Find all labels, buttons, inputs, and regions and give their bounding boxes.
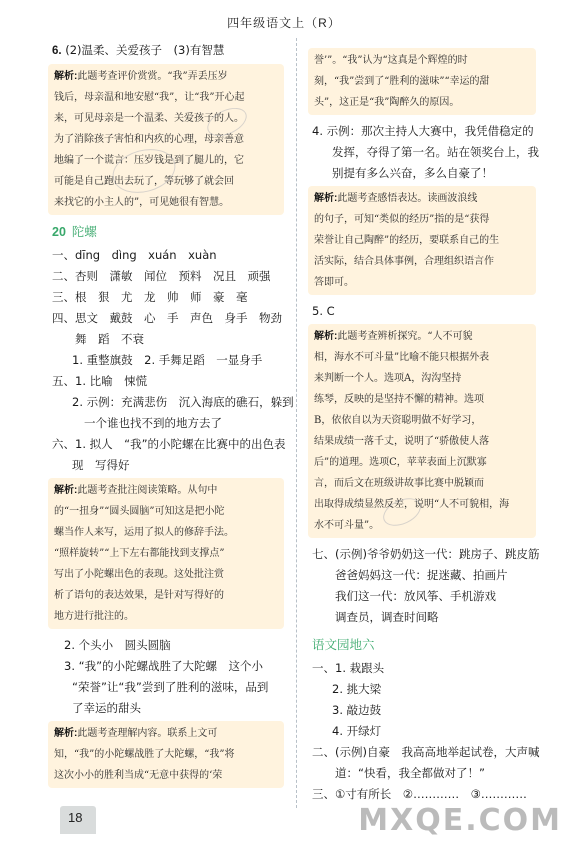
column-divider (296, 38, 297, 808)
answer-line: 4. 开绿灯 (332, 724, 382, 738)
analysis-line: 来找它的小主人的”，可见她很有智慧。 (54, 197, 230, 208)
answer-line: 三、根 狠 尤 龙 帅 师 豪 毫 (52, 290, 248, 304)
page-header: 四年级语文上（R） (227, 16, 341, 30)
answer-line: 发挥，夺得了第一名。站在领奖台上，我 (332, 145, 539, 159)
answer-line: 别提有多么兴奋，多么自豪了！ (332, 166, 493, 180)
q6b-analysis-box (48, 478, 284, 629)
analysis-line: “照样旋转”“上下左右都能找到支撑点” (54, 548, 225, 559)
analysis-line: 活实际，结合具体事例，合理组织语言作 (314, 256, 494, 267)
answer-line: 现 写得好 (72, 458, 130, 472)
answer-line: 二、杏则 潇敏 闻位 预料 况且 顽强 (52, 269, 271, 283)
analysis-line: 练琴，反映的是坚持不懈的精神。选项 (314, 394, 484, 405)
answer-line: 一个谁也找不到的地方去了 (84, 416, 222, 430)
answer-line: 3. “我”的小陀螺战胜了大陀螺 这个小 (64, 659, 264, 673)
analysis-line: 螺当作人来写，运用了拟人的修辞手法。 (54, 527, 234, 538)
analysis-line: 荣誉让自己陶醉”的经历，要联系自己的生 (314, 235, 500, 246)
analysis-line: 解析:此题考查评价赏赏。“我”弄丢压岁 (54, 71, 228, 82)
answer-line: 舞 蹈 不衰 (52, 332, 144, 346)
q6-label: 6. (52, 45, 62, 57)
answer-line: “荣誉”让“我”尝到了胜利的滋味，品到 (72, 680, 269, 694)
watermark: MXQE.COM (358, 803, 562, 838)
q4-analysis-box (308, 186, 536, 295)
page-number: 18 (68, 810, 83, 825)
answer-line: 五、1. 比喻 悚慌 (52, 374, 148, 388)
continued-analysis-box (308, 48, 536, 115)
analysis-line: 解析:此题考查感悟表达。读画波浪线 (314, 193, 478, 204)
q6-text: (2)温柔、关爱孩子 (3)有智慧 (65, 43, 225, 57)
answer-line: 二、(示例)自豪 我高高地举起试卷，大声喊 (312, 745, 540, 759)
answer-line: 七、(示例)爷爷奶奶这一代：跳房子、跳皮筋 (312, 547, 540, 561)
analysis-line: 相，海水不可斗量”比喻不能只根据外表 (314, 352, 490, 363)
answer-line: 2. 示例：充满悲伤 沉入海底的礁石，躲到 (72, 395, 294, 409)
q6-analysis-box (48, 64, 284, 215)
analysis-line: 头”，这正是“我”陶醉久的原因。 (314, 97, 460, 108)
answer-line: 一、dīng dìng xuán xuàn (52, 248, 217, 262)
analysis-line: 地编了一个谎言：压岁钱是到了腿儿的，它 (54, 155, 244, 166)
analysis-line: 的句子，可知“类似的经历”指的是“获得 (314, 214, 490, 225)
analysis-line: 解析:此题考查批注阅读策略。从句中 (54, 485, 218, 496)
analysis-line: 水不可斗量”。 (314, 520, 380, 531)
analysis-line: 答即可。 (314, 277, 354, 288)
analysis-line: 结果成绩一落千丈，说明了“骄傲使人落 (314, 436, 490, 447)
analysis-line: 钱后，母亲温和地安慰“我”，让“我”开心起 (54, 92, 245, 103)
analysis-line: 来判断一个人。选项A，沟沟坚持 (314, 373, 462, 384)
analysis-line: 知，“我”的小陀螺战胜了大陀螺，“我”将 (54, 749, 235, 760)
lesson-heading (52, 221, 284, 243)
analysis-line: 后”的道理。选项C，苹苹表面上沉默寡 (314, 457, 487, 468)
answer-line: 5. C (312, 304, 335, 318)
analysis-line: 言，而后文在班级讲故事比赛中脱颖而 (314, 478, 484, 489)
answer-line: 一、1. 栽跟头 (312, 661, 385, 675)
analysis-line: 这次小小的胜利当成“无意中获得的‘荣 (54, 770, 223, 781)
q5-analysis-box (308, 324, 536, 538)
lesson-number: 20 (52, 225, 66, 239)
answer-line: 了幸运的甜头 (72, 701, 141, 715)
answer-line: 调查员，调查时间略 (312, 610, 439, 624)
analysis-line: 刻，“我”尝到了“胜利的滋味”“幸运的甜 (314, 76, 490, 87)
q6-answer (52, 40, 284, 62)
analysis-line: 析了语句的表达效果，是针对写得好的 (54, 590, 224, 601)
analysis-line: 来，可见母亲是一个温柔、关爱孩子的人。 (54, 113, 244, 124)
analysis-line: 可能是自己跑出去玩了，等玩够了就会回 (54, 176, 234, 187)
answer-line: 2. 挑大梁 (332, 682, 382, 696)
answer-line: 1. 重整旗鼓 2. 手舞足蹈 一显身手 (72, 353, 263, 367)
analysis-line: 解析:此题考查理解内容。联系上文可 (54, 728, 218, 739)
analysis-line: 为了消除孩子害怕和内疚的心理，母亲善意 (54, 134, 244, 145)
lesson-title: 陀螺 (71, 225, 97, 239)
answer-line: 2. 个头小 圆头圆脑 (64, 638, 171, 652)
analysis-line: B，依依自以为天资聪明做不好学习， (314, 415, 482, 426)
answer-line: 三、①寸有所长 ②………… ③………… (312, 787, 527, 801)
analysis-line: 解析:此题考查辨析探究。“人不可貌 (314, 331, 473, 342)
answer-line: 道：“快看，我全都做对了！” (312, 766, 485, 780)
analysis-line: 地方进行批注的。 (54, 611, 134, 622)
answer-line: 3. 敲边鼓 (332, 703, 382, 717)
answer-line: 4. 示例：那次主持人大赛中，我凭借稳定的 (312, 124, 534, 138)
right-column (312, 40, 540, 805)
analysis-line: 的“一扭身”“圆头圆脑”可知这是把小陀 (54, 506, 225, 517)
q3-analysis-box (48, 721, 284, 788)
analysis-line: 誉’”。“我”认为“这真是个辉煌的时 (314, 55, 468, 66)
garden-heading: 语文园地六 (312, 638, 375, 652)
analysis-line: 写出了小陀螺出色的表现。这处批注赏 (54, 569, 224, 580)
answer-line: 爸爸妈妈这一代：捉迷藏、拍画片 (312, 568, 508, 582)
answer-line: 四、思文 戴鼓 心 手 声色 身手 物劲 (52, 311, 282, 325)
analysis-line: 出取得成绩显然反差，说明“人不可貌相，海 (314, 499, 510, 510)
answer-line: 我们这一代：放风筝、手机游戏 (312, 589, 496, 603)
answer-line: 六、1. 拟人 “我”的小陀螺在比赛中的出色表 (52, 437, 286, 451)
